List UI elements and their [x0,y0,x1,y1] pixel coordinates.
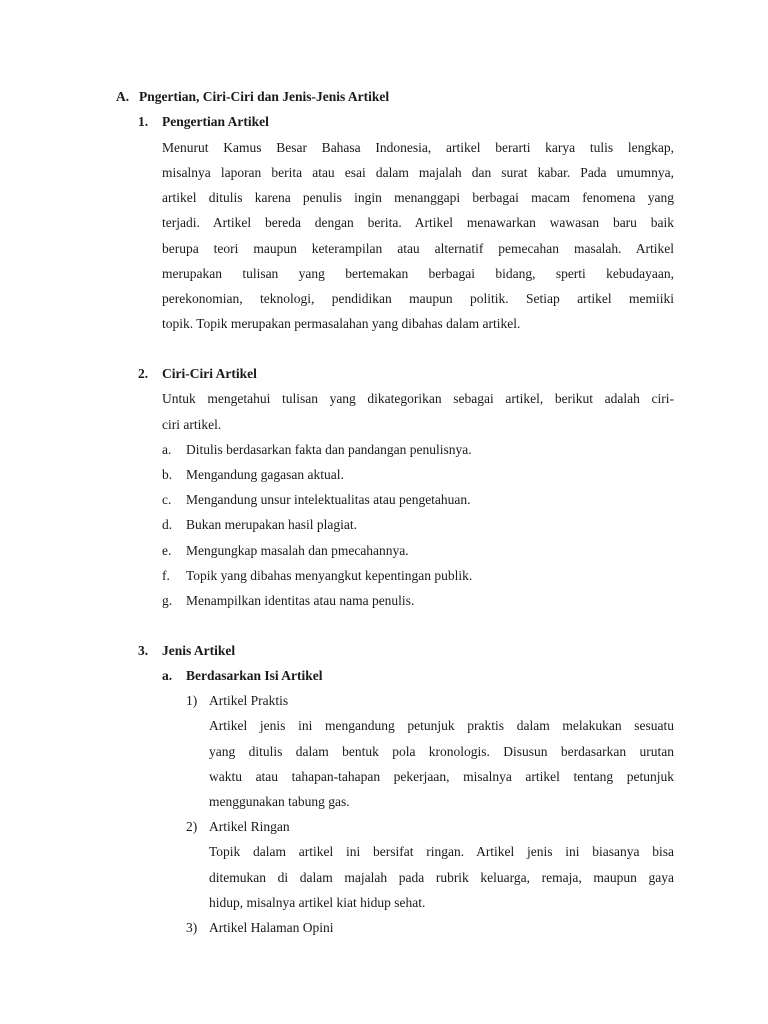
sub1-paragraph-line: perekonomian, teknologi, pendidikan maupun politik. Setiap artikel memiiki [162,291,674,306]
sub1-paragraph-line: Menurut Kamus Besar Bahasa Indonesia, artikel berarti karya tulis lengkap, [162,140,674,155]
list-item-text: Mengandung unsur intelektualitas atau pengetahuan. [186,492,471,507]
sub2-title: Ciri-Ciri Artikel [162,366,257,381]
list-item-text: Bukan merupakan hasil plagiat. [186,517,357,532]
article-type-title: Artikel Ringan [209,819,290,834]
article-type-desc-line: yang ditulis dalam bentuk pola kronologis. Disusun berdasarkan urutan [209,744,674,759]
list-item-marker: e. [162,543,172,558]
sub1-paragraph-line: terjadi. Artikel bereda dengan berita. Artikel menawarkan wawasan baru baik [162,215,674,230]
sub1-label: 1. [138,114,149,129]
article-type-marker: 3) [186,920,198,935]
sub2-label: 2. [138,366,149,381]
list-item-marker: b. [162,467,173,482]
sub2-intro-line: ciri artikel. [162,417,222,432]
list-item-text: Topik yang dibahas menyangkut kepentingan publik. [186,568,473,583]
list-item-marker: c. [162,492,172,507]
section-a-title: Pngertian, Ciri-Ciri dan Jenis-Jenis Artikel [139,89,390,104]
article-type-title: Artikel Praktis [209,693,289,708]
article-type-marker: 2) [186,819,198,834]
sub1-paragraph-line: topik. Topik merupakan permasalahan yang dibahas dalam artikel. [162,316,521,331]
list-item-marker: g. [162,593,173,608]
sub1-paragraph-line: misalnya laporan berita atau esai dalam majalah dan surat kabar. Pada umumnya, [162,165,674,180]
article-type-desc-line: ditemukan di dalam majalah pada rubrik keluarga, remaja, maupun gaya [209,870,674,885]
list-item-marker: f. [162,568,170,583]
sub1-paragraph-line: artikel ditulis karena penulis ingin menanggapi berbagai macam fenomena yang [162,190,674,205]
section-a-label: A. [116,89,130,104]
article-type-desc-line: Artikel jenis ini mengandung petunjuk praktis dalam melakukan sesuatu [209,718,674,733]
sub3-title: Jenis Artikel [162,643,236,658]
article-type-marker: 1) [186,693,198,708]
article-type-desc-line: waktu atau tahapan-tahapan pekerjaan, misalnya artikel tentang petunjuk [209,769,674,784]
article-type-title: Artikel Halaman Opini [209,920,334,935]
sub1-title: Pengertian Artikel [162,114,269,129]
list-item-marker: d. [162,517,173,532]
sub3-label: 3. [138,643,149,658]
sub1-paragraph-line: berupa teori maupun keterampilan atau alternatif pemecahan masalah. Artikel [162,241,674,256]
list-item-text: Mengungkap masalah dan pmecahannya. [186,543,409,558]
sub1-paragraph-line: merupakan tulisan yang bertemakan berbagai bidang, sperti kebudayaan, [162,266,674,281]
list-item-text: Mengandung gagasan aktual. [186,467,344,482]
article-type-desc-line: menggunakan tabung gas. [209,794,350,809]
list-item-text: Ditulis berdasarkan fakta dan pandangan penulisnya. [186,442,472,457]
list-item-text: Menampilkan identitas atau nama penulis. [186,593,415,608]
article-type-desc-line: hidup, misalnya artikel kiat hidup sehat. [209,895,426,910]
sub2-intro-line: Untuk mengetahui tulisan yang dikategorikan sebagai artikel, berikut adalah ciri- [162,391,674,406]
list-item-marker: a. [162,442,172,457]
sub3a-marker: a. [162,668,173,683]
sub3a-title: Berdasarkan Isi Artikel [186,668,323,683]
article-type-desc-line: Topik dalam artikel ini bersifat ringan. Artikel jenis ini biasanya bisa [209,844,674,859]
